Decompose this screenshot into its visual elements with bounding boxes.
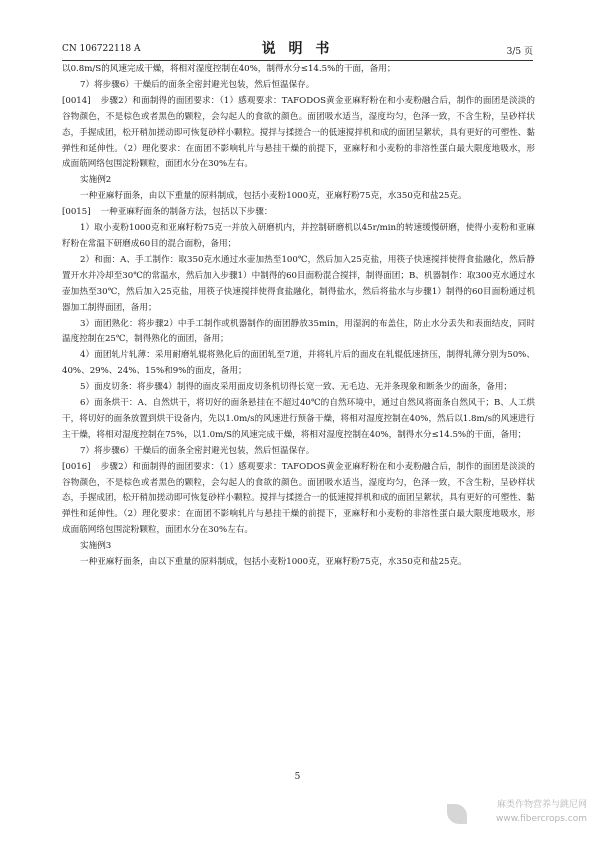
- example-3-intro: 一种亚麻籽面条，由以下重量的原料制成，包括小麦粉1000克，亚麻籽粉75克，水350克和盐25克。: [80, 557, 467, 568]
- page-header: [62, 38, 533, 58]
- example-3-heading: 实施例3: [80, 541, 112, 552]
- paragraph-text: 步骤2）和面制得的面团要求：（1）感观要求：TAFODOS黄金亚麻籽粉在和小麦粉融合后，制作的面团是淡淡的谷物颜色，不是棕色或者黑色的颗粒，会勾起人的食欲的颜色。面团吸水适当，湿度均匀，色泽一致，不含生粉，呈砂样状态，手握成团，松开稍加搓动即可恢复砂样小颗粒。搅拌与揉搓合一的低速搅拌机和成的面团呈絮状，具有更好的可塑性、黏弹性和延伸性。（2）理化要求：在面团不影响轧片与悬挂干燥的前提下，亚麻籽和小麦粉的非溶性蛋白最大限度地吸水，形成面筋网络包围淀粉颗粒，面团水分在30%左右。: [62, 95, 535, 170]
- paragraph-text: 一种亚麻籽面条的制备方法，包括以下步骤：: [100, 207, 273, 218]
- step-2: 2）和面：A、手工制作：取350克水通过水壶加热至100℃，然后加入25克盐，用筷子快速搅拌使得食盐融化，然后静置开水并冷却至30℃的常温水，然后加入步骤1）中制得的60目面粉混合搅拌，制得面团；B、机器制作：取300克水通过水壶加热至30℃，然后加入25克盐，用筷子快速搅拌使得食盐融化，制得盐水，然后将盐水与步骤1）制得的60目面粉通过机器加工制得面团，备用；: [62, 254, 535, 313]
- paragraph-number: [0015]: [62, 207, 91, 218]
- continued-text: 以0.8m/S的风速完成干燥，将相对湿度控制在40%，制得水分≤14.5%的干面，备用；: [62, 64, 396, 74]
- site-watermark: [447, 798, 587, 834]
- paragraph-number: [0014]: [62, 95, 91, 106]
- step-7: 7）将步骤6）干燥后的面条全密封避光包装，然后恒温保存。: [80, 445, 315, 456]
- paragraph-0015: [62, 205, 535, 221]
- paragraph-text: 步骤2）和面制得的面团要求：（1）感观要求：TAFODOS黄金亚麻籽粉在和小麦粉融合后，制作的面团是淡淡的谷物颜色，不是棕色或者黑色的颗粒，会勾起人的食欲的颜色。面团吸水适当，湿度均匀，色泽一致，不含生粉，呈砂样状态，手握成团，松开稍加搓动即可恢复砂样小颗粒。搅拌与揉搓合一的低速搅拌机和成的面团呈絮状，具有更好的可塑性、黏弹性和延伸性。（2）理化要求：在面团不影响轧片与悬挂干燥的前提下，亚麻籽和小麦粉的非溶性蛋白最大限度地吸水，形成面筋网络包围淀粉颗粒，面团水分在30%左右。: [62, 461, 535, 536]
- example-2-intro: 一种亚麻籽面条，由以下重量的原料制成，包括小麦粉1000克，亚麻籽粉75克，水350克和盐25克。: [80, 191, 467, 202]
- step-6: 6）面条烘干：A、自然烘干，将切好的面条悬挂在不超过40℃的自然环境中，通过自然风将面条自然风干；B、人工烘干，将切好的面条放置到烘干设备内，先以1.0m/s的风速进行预备干燥，将相对湿度控制在40%，然后以1.8m/s的风速进行主干燥，将相对湿度控制在75%，以1.0m/S的风速完成干燥，将相对湿度控制在40%，制得水分≤14.5%的干面，备用；: [62, 398, 535, 440]
- paragraph-0014: [62, 94, 535, 174]
- page-count: 3/5 页: [506, 47, 533, 57]
- paragraph-0016: [62, 460, 535, 540]
- step-5: 5）面皮切条：将步骤4）制得的面皮采用面皮切条机切得长宽一致、无毛边、无并条现象和断条少的面条，备用；: [80, 382, 513, 393]
- doc-title: 说 明 书: [261, 41, 334, 57]
- step-1: 1）取小麦粉1000克和亚麻籽粉75克一并放入研磨机内，并控制研磨机以45r/min的转速缓慢研磨，使得小麦粉和亚麻籽粉在常温下研磨成60目的混合面粉，备用；: [62, 223, 535, 249]
- watermark-url: www.fibercrops.com: [496, 814, 587, 824]
- doc-number: CN 106722118 A: [62, 44, 141, 54]
- header-divider: [62, 60, 533, 61]
- paragraph-number: [0016]: [62, 461, 91, 472]
- step-4: 4）面团轧片轧薄：采用耐磨轧辊将熟化后的面团轧至7道，并将轧片后的面皮在轧辊低速挤压，制得轧薄分别为50%、40%、29%、24%、15%和9%的面皮，备用；: [62, 350, 535, 377]
- watermark-title: 麻类作物营养与跳尼网: [496, 800, 587, 810]
- step-3: 3）面团熟化：将步骤2）中手工制作或机器制作的面团静放35min，用湿润的布盖住，防止水分丢失和表面结皮，同时温度控制在25℃，制得熟化的面团，备用；: [62, 318, 535, 345]
- step-7-line: 7）将步骤6）干燥后的面条全密封避光包装，然后恒温保存。: [80, 79, 315, 90]
- example-2-heading: 实施例2: [80, 175, 112, 186]
- document-body: [62, 62, 535, 571]
- page-number: 5: [294, 772, 301, 782]
